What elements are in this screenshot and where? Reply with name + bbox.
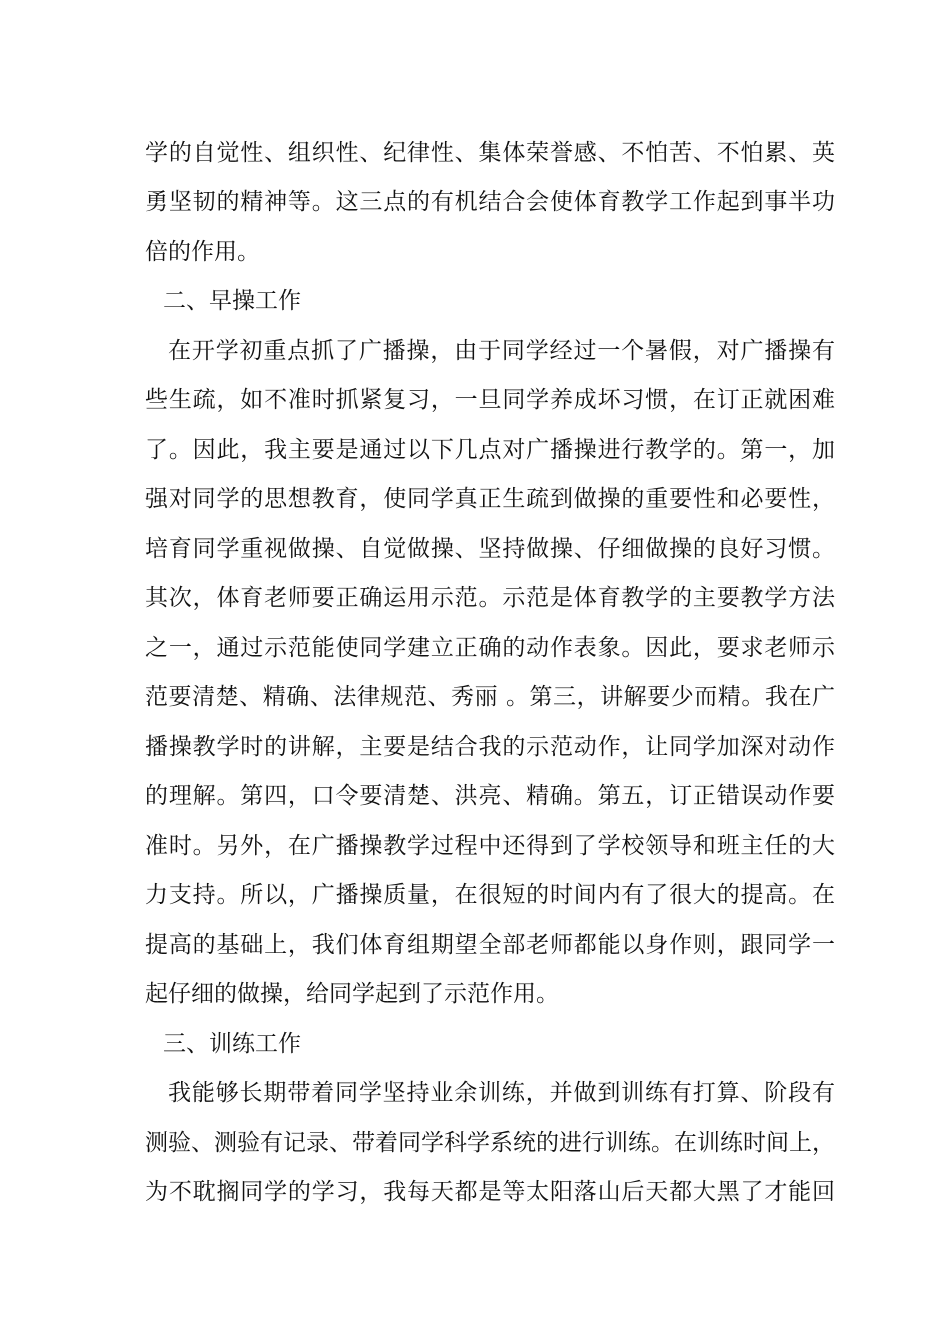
text-line: 力支持。所以，广播操质量，在很短的时间内有了很大的提高。在 <box>145 882 835 908</box>
paragraph-first-line: 我能够长期带着同学坚持业余训练，并做到训练有打算、阶段有 <box>168 1080 835 1106</box>
text-line: 的理解。第四，口令要清楚、洪亮、精确。第五，订正错误动作要 <box>145 783 835 809</box>
text-line: 其次，体育老师要正确运用示范。示范是体育教学的主要教学方法 <box>145 585 835 611</box>
text-line: 准时。另外，在广播操教学过程中还得到了学校领导和班主任的大 <box>145 833 835 859</box>
text-line: 范要清楚、精确、法律规范、秀丽 。第三，讲解要少而精。我在广 <box>145 684 835 710</box>
text-line: 播操教学时的讲解，主要是结合我的示范动作，让同学加深对动作 <box>145 734 835 760</box>
text-line: 测验、测验有记录、带着同学科学系统的进行训练。在训练时间上， <box>145 1130 835 1156</box>
text-line: 起仔细的做操，给同学起到了示范作用。 <box>145 981 559 1007</box>
text-line: 之一，通过示范能使同学建立正确的动作表象。因此，要求老师示 <box>145 635 835 661</box>
text-line: 学的自觉性、组织性、纪律性、集体荣誉感、不怕苦、不怕累、英 <box>145 140 835 166</box>
text-line: 为不耽搁同学的学习，我每天都是等太阳落山后天都大黑了才能回 <box>145 1179 835 1205</box>
text-line: 些生疏，如不准时抓紧复习，一旦同学养成坏习惯，在订正就困难 <box>145 387 835 413</box>
text-line: 培育同学重视做操、自觉做操、坚持做操、仔细做操的良好习惯。 <box>145 536 835 562</box>
section-heading: 二、早操工作 <box>163 288 301 314</box>
text-line: 勇坚韧的精神等。这三点的有机结合会使体育教学工作起到事半功 <box>145 189 835 215</box>
paragraph-first-line: 在开学初重点抓了广播操，由于同学经过一个暑假，对广播操有 <box>168 338 835 364</box>
text-line: 提高的基础上，我们体育组期望全部老师都能以身作则，跟同学一 <box>145 932 835 958</box>
section-heading: 三、训练工作 <box>163 1031 301 1057</box>
text-line: 倍的作用。 <box>145 239 260 265</box>
text-line: 强对同学的思想教育，使同学真正生疏到做操的重要性和必要性， <box>145 486 835 512</box>
text-line: 了。因此，我主要是通过以下几点对广播操进行教学的。第一，加 <box>145 437 835 463</box>
